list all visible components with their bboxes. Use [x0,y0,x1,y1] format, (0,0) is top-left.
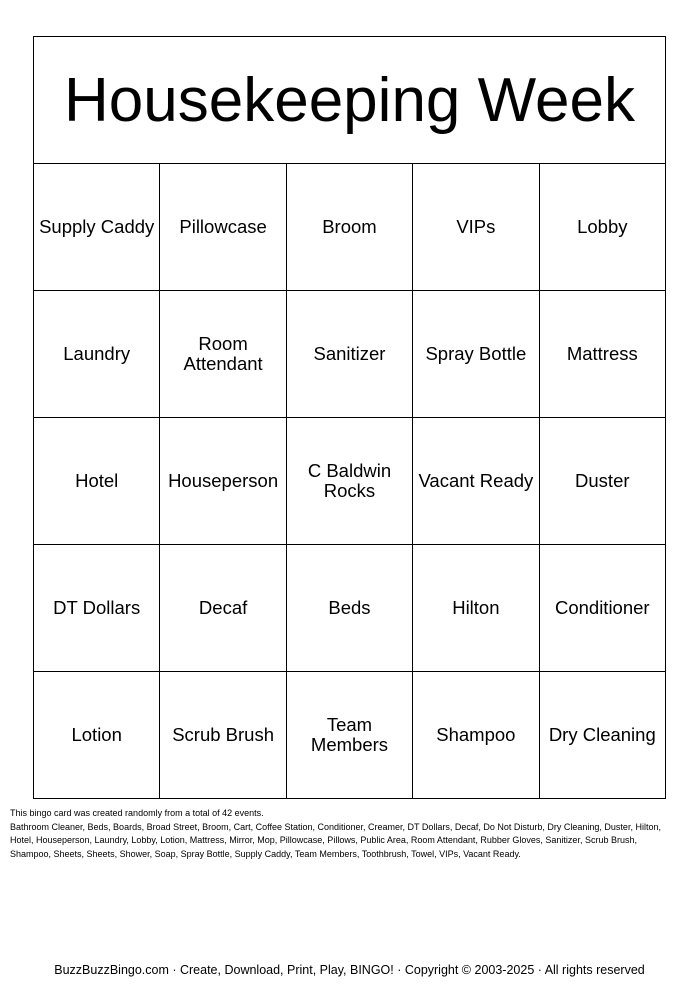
bingo-cell: Sanitizer [286,291,412,418]
bingo-cell: Lotion [34,672,160,799]
bingo-row [34,291,666,418]
bingo-row [34,164,666,291]
bingo-cell: Duster [539,418,665,545]
bingo-row [34,672,666,799]
bingo-cell: Beds [286,545,412,672]
card-info [10,807,672,861]
bingo-cell: Laundry [34,291,160,418]
bingo-cell: Hotel [34,418,160,545]
card-title: Housekeeping Week [34,37,666,164]
bingo-cell: Shampoo [413,672,539,799]
bingo-cell: Houseperson [160,418,286,545]
bingo-cell: Hilton [413,545,539,672]
bingo-cell: Pillowcase [160,164,286,291]
bingo-row [34,418,666,545]
bingo-cell: Vacant Ready [413,418,539,545]
card-info-events: Bathroom Cleaner, Beds, Boards, Broad Street, Broom, Cart, Coffee Station, Conditioner, Creamer, DT Dollars, Decaf, Do Not Disturb, Dry Cleaning, Duster, Hilton, Hotel, Houseperson, Laundry, Lobby, Lotion, Mattress, Mirror, Mop, Pillowcase, Pillows, Public Area, Room Attendant, Rubber Gloves, Sanitizer, Scrub Brush, Shampoo, Sheets, Sheets, Shower, Soap, Spray Bottle, Supply Caddy, Team Members, Toothbrush, Towel, VIPs, Vacant Ready. [10,821,661,859]
page-footer: BuzzBuzzBingo.com · Create, Download, Print, Play, BINGO! · Copyright © 2003-2025 · All rights reserved [54,963,645,977]
bingo-cell: Mattress [539,291,665,418]
bingo-cell: Scrub Brush [160,672,286,799]
bingo-cell: Dry Cleaning [539,672,665,799]
bingo-card [33,36,666,799]
bingo-cell: Decaf [160,545,286,672]
bingo-cell: Team Members [286,672,412,799]
bingo-cell: Broom [286,164,412,291]
bingo-row [34,545,666,672]
bingo-cell: Supply Caddy [34,164,160,291]
bingo-cell: Room Attendant [160,291,286,418]
card-info-summary: This bingo card was created randomly from a total of 42 events. [10,808,264,818]
bingo-cell: C Baldwin Rocks [286,418,412,545]
bingo-cell: Lobby [539,164,665,291]
bingo-cell: DT Dollars [34,545,160,672]
bingo-cell: Spray Bottle [413,291,539,418]
bingo-cell: Conditioner [539,545,665,672]
bingo-cell: VIPs [413,164,539,291]
